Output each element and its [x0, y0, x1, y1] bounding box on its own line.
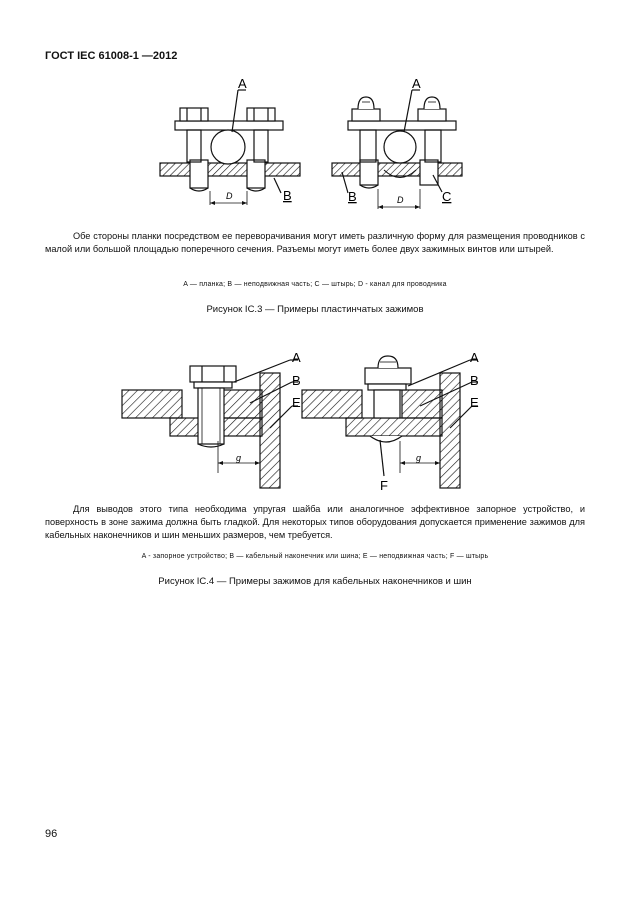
label-c3-a-left: A	[238, 76, 247, 91]
figure-c3-caption: Рисунок IC.3 — Примеры пластинчатых зажимов	[206, 304, 424, 315]
figure-c3-legend: A — планка; B — неподвижная часть; C — штырь; D - канал для проводника	[183, 281, 447, 288]
figure-c4-legend: A - запорное устройство; B — кабельный наконечник или шина; E — неподвижная часть; F — штырь	[141, 553, 489, 560]
label-c3-c-right: C	[442, 189, 452, 204]
label-c4-e-right: E	[470, 395, 479, 410]
label-c3-a-right: A	[412, 76, 421, 91]
label-c3-b-right: B	[348, 189, 357, 204]
figure-c3-paragraph: Обе стороны планки посредством ее переворачивания могут иметь различную форму для размещения проводников с малой или большой площадью поперечного сечения. Разъемы могут иметь более двух зажимных винтов или штырей.	[45, 231, 585, 254]
label-c4-g-right: g	[416, 453, 422, 463]
figure-c4-caption: Рисунок IC.4 — Примеры зажимов для кабельных наконечников и шин	[158, 576, 472, 587]
label-c4-b-right: B	[470, 373, 479, 388]
figure-c3-drawing	[150, 75, 470, 215]
label-c4-b-left: B	[292, 373, 301, 388]
document-header: ГОСТ IEC 61008-1 —2012	[45, 50, 178, 62]
label-c3-d-left: D	[226, 191, 233, 201]
label-c3-b-left: B	[283, 188, 292, 203]
figure-c4-paragraph: Для выводов этого типа необходима упругая шайба или аналогичное эффективное запорное устройство, и поверхность в зоне зажима должна быть гладкой. Для некоторых типов оборудования допускается применение зажимов для кабельных наконечников и шин меньших размеров, чем требуется.	[45, 504, 585, 540]
figure-c4-right-terminal	[302, 356, 478, 488]
figure-c3-left-clamp	[160, 90, 300, 205]
label-c4-a-right: A	[470, 350, 479, 365]
figure-c4-drawing	[120, 348, 500, 493]
page-number: 96	[45, 828, 58, 840]
label-c4-f-right: F	[380, 478, 388, 493]
label-c4-a-left: A	[292, 350, 301, 365]
figure-c4-left-terminal	[122, 360, 298, 488]
label-c3-d-right: D	[397, 195, 404, 205]
label-c4-e-left: E	[292, 395, 301, 410]
label-c4-g-left: g	[236, 453, 242, 463]
